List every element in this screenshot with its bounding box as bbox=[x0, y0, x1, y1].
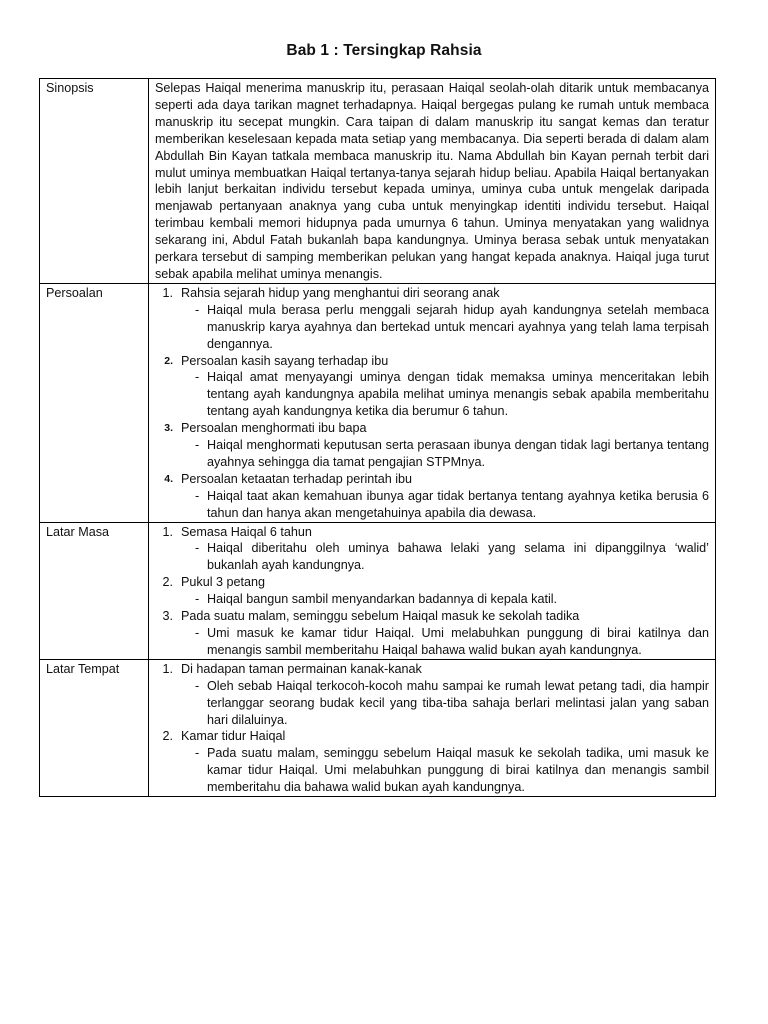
row-label: Persoalan bbox=[40, 283, 149, 522]
list-subitem bbox=[181, 591, 709, 608]
dash-bullet: - bbox=[195, 488, 200, 503]
list-subitem bbox=[181, 488, 709, 522]
latar-masa-list bbox=[149, 522, 716, 659]
list-subitem-text: Haiqal taat akan kemahuan ibunya agar tidak bertanya tentang ayahnya ketika berusia 6 tahun dan hanya akan mengetahuinya apabila dia dewasa. bbox=[207, 488, 709, 520]
list-item-title: Pukul 3 petang bbox=[181, 575, 266, 590]
table-row-persoalan bbox=[40, 283, 716, 522]
list-number: 1. bbox=[162, 524, 173, 539]
list-number: 3. bbox=[164, 422, 173, 435]
list-subitem bbox=[181, 540, 709, 574]
list-item bbox=[155, 420, 709, 437]
sinopsis-text: Selepas Haiqal menerima manuskrip itu, perasaan Haiqal seolah-olah ditarik untuk membacanya seperti ada daya tarikan magnet terhadapnya. Haiqal bergegas pulang ke rumah untuk membaca manuskrip itu secepat mungkin. Cara taipan di dalam manuskrip itu sangat kemas dan teratur memberikan keselesaan kepada mata setiap yang membacanya. Dia seperti berada di dalam alam Abdullah Bin Kayan tatkala membaca manuskrip itu. Nama Abdullah bin Kayan pernah terbit dari mulut uminya membuatkan Haiqal tertanya-tanya sejarah hidup beliau. Apabila Haiqal bertanyakan lebih lanjut berkaitan individu tersebut kepada uminya, uminya cuba untuk mengelak daripada menjawab pertanyaan anaknya yang cuba untuk menyingkap identiti individu tersebut. Haiqal terimbau kembali memori hidupnya pada umurnya 6 tahun. Uminya menyatakan yang walidnya sekarang ini, Abdul Fatah bukanlah bapa kandungnya. Uminya berasa sebak untuk menyatakan perkara tersebut di samping memberikan pelukan yang hangat kepada anaknya. Haiqal juga turut sebak apabila melihat uminya menangis. bbox=[149, 79, 716, 284]
dash-bullet: - bbox=[195, 626, 200, 640]
list-subitem-text: Haiqal diberitahu oleh uminya bahawa lelaki yang selama ini dipanggilnya ‘walid’ bukanlah ayah kandungnya. bbox=[207, 541, 709, 573]
list-subitem-text: Haiqal amat menyayangi uminya dengan tidak memaksa uminya menceritakan lebih tentang ayah kandungnya apabila melihat uminya menangis sebak apabila memberitahu tentang ayah kandungnya ketika dia berumur 6 tahun. bbox=[207, 370, 709, 419]
list-item-title: Pada suatu malam, seminggu sebelum Haiqal masuk ke sekolah tadika bbox=[181, 609, 580, 624]
list-item bbox=[155, 285, 709, 302]
list-item-title: Semasa Haiqal 6 tahun bbox=[181, 524, 312, 539]
dash-bullet: - bbox=[195, 746, 200, 761]
dash-bullet: - bbox=[195, 678, 200, 693]
list-item-title: Rahsia sejarah hidup yang menghantui diri seorang anak bbox=[181, 285, 500, 300]
list-item bbox=[155, 471, 709, 488]
list-item bbox=[155, 574, 709, 591]
list-subitem bbox=[181, 369, 709, 420]
list-number: 1. bbox=[162, 661, 173, 676]
list-subitem bbox=[181, 678, 709, 729]
list-number: 2. bbox=[162, 729, 173, 744]
list-number: 2. bbox=[162, 575, 173, 590]
list-number: 4. bbox=[164, 472, 173, 485]
list-subitem bbox=[181, 437, 709, 471]
dash-bullet: - bbox=[195, 370, 200, 385]
list-subitem bbox=[181, 302, 709, 353]
list-subitem-text: Umi masuk ke kamar tidur Haiqal. Umi melabuhkan punggung di birai katilnya dan menangis sambil memberitahu Haiqal bahawa walid bukan ayah kandungnya. bbox=[207, 626, 709, 657]
list-number: 3. bbox=[162, 609, 173, 624]
row-label: Latar Masa bbox=[40, 522, 149, 659]
list-subitem-text: Haiqal menghormati keputusan serta perasaan ibunya dengan tidak lagi bertanya tentang ayahnya sehingga dia tamat pengajian STPMnya. bbox=[207, 438, 709, 469]
row-label: Latar Tempat bbox=[40, 659, 149, 796]
table-row-latar-tempat bbox=[40, 659, 716, 796]
list-number: 1. bbox=[162, 285, 173, 300]
list-item-title: Kamar tidur Haiqal bbox=[181, 729, 286, 744]
list-item bbox=[155, 524, 709, 541]
row-label: Sinopsis bbox=[40, 79, 149, 284]
list-item bbox=[155, 608, 709, 625]
list-subitem-text: Haiqal mula berasa perlu menggali sejarah hidup ayah kandungnya setelah membaca manuskrip karya ayahnya dan bertekad untuk mencari ayahnya yang telah lama terpisah dengannya. bbox=[207, 302, 709, 351]
dash-bullet: - bbox=[195, 592, 200, 607]
list-subitem-text: Oleh sebab Haiqal terkocoh-kocoh mahu sampai ke rumah lewat petang tadi, dia hampir terlanggar seorang budak kecil yang tiba-tiba sahaja berlari melintasi jalan yang saban hari dilaluinya. bbox=[207, 678, 709, 727]
list-number: 2. bbox=[164, 354, 173, 367]
list-subitem-text: Pada suatu malam, seminggu sebelum Haiqal masuk ke sekolah tadika, umi masuk ke kamar tidur Haiqal. Umi melabuhkan punggung di birai katilnya dan menangis sambil memberitahu dia bahawa walid bukan ayah kandungnya. bbox=[207, 746, 709, 795]
list-item-title: Persoalan menghormati ibu bapa bbox=[181, 421, 367, 436]
table-row-latar-masa bbox=[40, 522, 716, 659]
latar-tempat-list bbox=[149, 659, 716, 796]
list-subitem-text: Haiqal bangun sambil menyandarkan badannya di kepala katil. bbox=[207, 592, 558, 607]
list-item-title: Persoalan ketaatan terhadap perintah ibu bbox=[181, 471, 413, 486]
table-row-sinopsis bbox=[40, 79, 716, 284]
list-item bbox=[155, 353, 709, 370]
dash-bullet: - bbox=[195, 302, 200, 317]
persoalan-list bbox=[149, 283, 716, 522]
list-item bbox=[155, 661, 709, 678]
list-subitem bbox=[181, 625, 709, 659]
dash-bullet: - bbox=[195, 541, 200, 556]
page-title: Bab 1 : Tersingkap Rahsia bbox=[286, 42, 482, 59]
list-subitem bbox=[181, 745, 709, 796]
list-item bbox=[155, 728, 709, 745]
dash-bullet: - bbox=[195, 438, 200, 453]
list-item-title: Persoalan kasih sayang terhadap ibu bbox=[181, 353, 389, 368]
notes-table bbox=[39, 78, 716, 797]
list-item-title: Di hadapan taman permainan kanak-kanak bbox=[181, 661, 422, 676]
